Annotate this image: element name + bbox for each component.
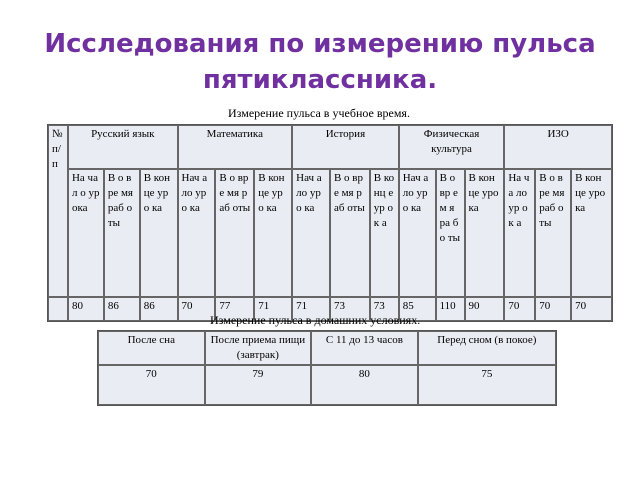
sub-header: В о вре мя раб оты — [215, 169, 254, 297]
value-cell: 79 — [205, 365, 312, 405]
group-header-pe: Физическая культура — [399, 125, 505, 169]
sub-header: Нач ало уро ка — [292, 169, 330, 297]
value-cell: 80 — [68, 297, 104, 321]
home-header: После сна — [98, 331, 205, 365]
value-cell: 80 — [311, 365, 418, 405]
school-pulse-table — [47, 124, 613, 322]
value-cell: 75 — [418, 365, 556, 405]
value-cell: 70 — [571, 297, 612, 321]
home-pulse-table — [97, 330, 557, 406]
home-header: С 11 до 13 часов — [311, 331, 418, 365]
sub-header: В о вре мя раб оты — [104, 169, 140, 297]
table-row — [98, 365, 556, 405]
group-header-art: ИЗО — [504, 125, 612, 169]
value-cell: 73 — [330, 297, 370, 321]
value-cell: 73 — [370, 297, 399, 321]
sub-header: В кон це уро ка — [140, 169, 178, 297]
sub-header: Нач ало уро ка — [399, 169, 436, 297]
home-table-caption: Измерение пульса в домашних условиях. — [210, 313, 421, 327]
sub-header: В о вре мя раб оты — [330, 169, 370, 297]
group-header-math: Математика — [178, 125, 293, 169]
sub-header: В кон це уро ка — [465, 169, 505, 297]
sub-header: В кон це уро ка — [571, 169, 612, 297]
value-cell: 70 — [535, 297, 571, 321]
value-cell: 70 — [98, 365, 205, 405]
sub-header: В ко нц е ур ок а — [370, 169, 399, 297]
value-cell: 77 — [215, 297, 254, 321]
sub-header: В о вре мя раб оты — [535, 169, 571, 297]
value-cell: 85 — [399, 297, 436, 321]
home-header: После приема пищи (завтрак) — [205, 331, 312, 365]
sub-header: В кон це уро ка — [254, 169, 292, 297]
value-cell: 70 — [178, 297, 216, 321]
value-cell: 110 — [436, 297, 465, 321]
sub-header: На чал о ур ока — [68, 169, 104, 297]
group-header-russian: Русский язык — [68, 125, 178, 169]
value-cell: 86 — [104, 297, 140, 321]
index-cell — [48, 297, 68, 321]
value-cell: 86 — [140, 297, 178, 321]
value-cell: 70 — [504, 297, 535, 321]
home-header: Перед сном (в покое) — [418, 331, 556, 365]
page-title-line-1: Исследования по измерению пульса — [44, 29, 596, 59]
index-header: № п/п — [48, 125, 68, 297]
value-cell: 71 — [254, 297, 292, 321]
sub-header: На ча ло ур ок а — [504, 169, 535, 297]
value-cell: 71 — [292, 297, 330, 321]
group-header-history: История — [292, 125, 399, 169]
sub-header: В о вр ем я ра бо ты — [436, 169, 465, 297]
page-title — [0, 26, 640, 98]
sub-header: Нач ало уро ка — [178, 169, 216, 297]
page-title-line-2: пятиклассника. — [202, 65, 438, 95]
value-cell: 90 — [465, 297, 505, 321]
school-table-caption: Измерение пульса в учебное время. — [228, 106, 410, 120]
